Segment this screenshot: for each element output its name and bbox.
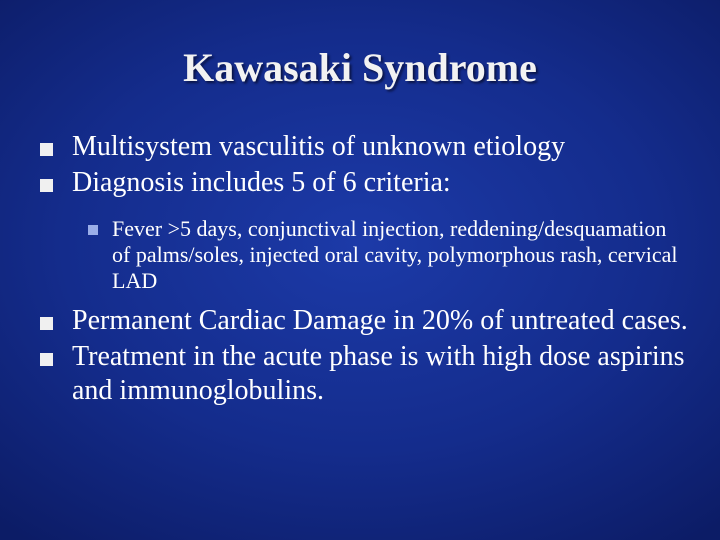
- bullet-item: [40, 166, 690, 200]
- square-bullet-icon: [40, 179, 53, 192]
- square-bullet-icon: [40, 353, 53, 366]
- sub-bullet-item: [88, 216, 690, 294]
- square-bullet-icon: [40, 317, 53, 330]
- square-bullet-icon: [88, 225, 98, 235]
- sub-bullet-text: Fever >5 days, conjunctival injection, reddening/desquamation of palms/soles, injected oral cavity, polymorphous rash, cervical LAD: [112, 216, 678, 293]
- bullet-text: Treatment in the acute phase is with high dose aspirins and immunoglobulins.: [72, 341, 685, 406]
- bullet-text: Permanent Cardiac Damage in 20% of untreated cases.: [72, 305, 688, 336]
- slide-content: [40, 130, 690, 410]
- bullet-text: Multisystem vasculitis of unknown etiology: [72, 131, 566, 162]
- bullet-item: [40, 304, 690, 338]
- bullet-text: Diagnosis includes 5 of 6 criteria:: [72, 167, 451, 198]
- slide-title: Kawasaki Syndrome: [183, 45, 537, 90]
- square-bullet-icon: [40, 143, 53, 156]
- bullet-item: [40, 340, 690, 408]
- bullet-item: [40, 130, 690, 164]
